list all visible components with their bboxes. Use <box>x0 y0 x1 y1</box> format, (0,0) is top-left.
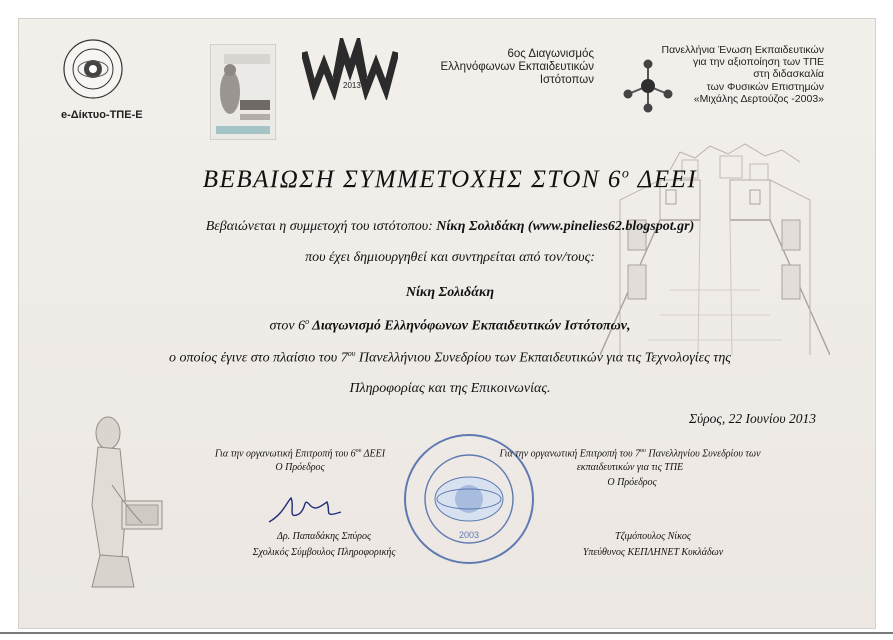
line4-prefix: στον 6 <box>269 318 306 334</box>
certificate-title <box>40 166 860 194</box>
right-committee-sup: ου <box>640 448 646 454</box>
left-signature <box>265 494 345 526</box>
org-line-4: των Φυσικών Επιστημών <box>706 80 824 93</box>
org-line-1: Πανελλήνια Ένωση Εκπαιδευτικών <box>661 44 824 56</box>
e-diktyo-logo-icon <box>62 38 124 100</box>
title-prefix: ΒΕΒΑΙΩΣΗ ΣΥΜΜΕΤΟΧΗΣ ΣΤΟΝ 6 <box>202 166 622 193</box>
right-committee <box>470 448 790 459</box>
certificate-line-5 <box>30 349 870 367</box>
left-committee-prefix: Για την οργανωτική Επιτροπή του 6 <box>214 448 356 460</box>
line5-suffix: Πανελλήνιου Συνεδρίου των Εκπαιδευτικών για τις Τεχνολογίες της <box>355 350 731 366</box>
wmw-year: 2013 <box>343 81 361 90</box>
line4-suffix: Διαγωνισμό Ελληνόφωνων Εκπαιδευτικών Ιστότοπων, <box>309 318 631 334</box>
left-name: Δρ. Παπαδάκης Σπύρος <box>276 531 371 542</box>
certificate-date: Σύρος, 22 Ιουνίου 2013 <box>688 411 816 426</box>
cycladic-statue-illustration <box>78 415 168 595</box>
person-name: Νίκη Σολιδάκη <box>405 285 495 300</box>
left-committee-suffix: ΔΕΕΙ <box>361 448 386 460</box>
right-name: Τζιμόπουλος Νίκος <box>615 531 691 542</box>
line1-text: Βεβαιώνεται η συμμετοχή του ιστότοπου: <box>205 219 437 234</box>
right-role: Ο Πρόεδρος <box>607 477 657 488</box>
title-superscript: ο <box>621 166 631 182</box>
right-committee-prefix: Για την οργανωτική Επιτροπή του 7 <box>499 448 641 460</box>
wmw-logo-icon <box>302 38 398 100</box>
contest-line-1: 6ος Διαγωνισμός <box>507 48 594 60</box>
line1-site: Νίκη Σολιδάκη (www.pinelies62.blogspot.gr) <box>436 219 695 234</box>
certificate-line-2: που έχει δημιουργηθεί και συντηρείται από τον/τους: <box>305 250 595 265</box>
e-diktyo-caption: e-Δίκτυο-ΤΠΕ-Ε <box>61 109 143 121</box>
left-committee-sup: ου <box>355 448 362 454</box>
line4-sup: ο <box>305 317 310 326</box>
org-line-2: για την αξιοποίηση των ΤΠΕ <box>692 56 824 69</box>
contest-poster-icon <box>210 44 276 140</box>
contest-title <box>404 48 594 87</box>
organization-text <box>628 44 824 105</box>
title-suffix: ΔΕΕΙ <box>630 166 698 193</box>
bottom-border-line <box>0 632 893 634</box>
right-committee-line-2: εκπαιδευτικών για τις ΤΠΕ <box>576 462 684 473</box>
stamp-year: 2003 <box>458 530 480 540</box>
org-line-5: «Μιχάλης Δερτούζος -2003» <box>693 92 824 105</box>
certificate-person <box>30 285 870 301</box>
contest-line-2: Ελληνόφωνων Εκπαιδευτικών <box>440 61 594 73</box>
left-title: Σχολικός Σύμβουλος Πληροφορικής <box>252 547 396 558</box>
line5-prefix: ο οποίος έγινε στο πλαίσιο του 7 <box>169 350 348 366</box>
org-line-3: στη διδασκαλία <box>753 68 824 81</box>
line5-sup: ου <box>347 349 356 358</box>
left-role: Ο Πρόεδρος <box>275 462 325 473</box>
right-title: Υπεύθυνος ΚΕΠΛΗΝΕΤ Κυκλάδων <box>582 547 724 558</box>
certificate-line-4 <box>30 317 870 335</box>
right-committee-suffix: Πανελληνίου Συνεδρίου των <box>645 448 761 460</box>
certificate-line-6: Πληροφορίας και της Επικοινωνίας. <box>349 381 551 396</box>
certificate-line-1 <box>30 219 870 235</box>
left-committee <box>180 448 420 459</box>
contest-line-3: Ιστότοπων <box>539 74 594 86</box>
